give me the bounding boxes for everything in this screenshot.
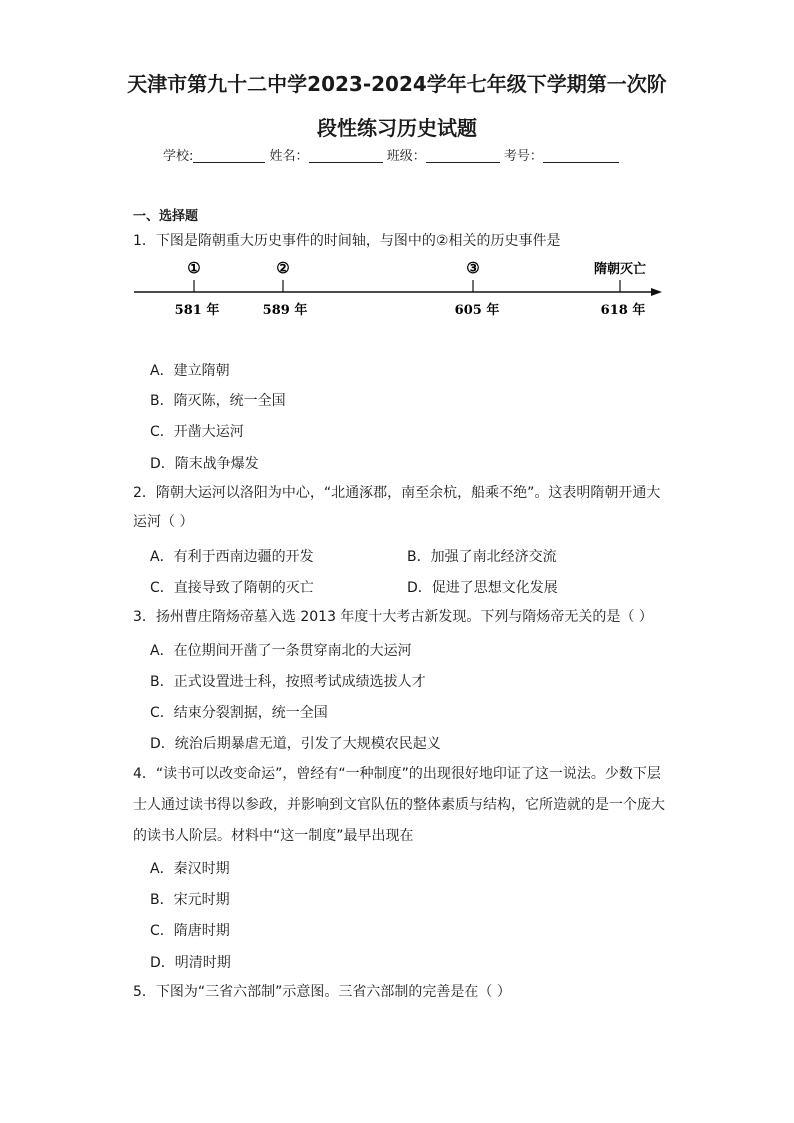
exam-title-line-1: 天津市第九十二中学2023-2024学年七年级下学期第一次阶 (127, 72, 667, 96)
q2-option-c[interactable]: C．直接导致了隋朝的灭亡 (150, 580, 314, 596)
section-heading: 一、选择题 (133, 209, 199, 224)
sui-timeline (130, 258, 670, 322)
exam-no-blank[interactable] (543, 148, 619, 163)
q4-option-c[interactable]: C．隋唐时期 (150, 923, 230, 939)
timeline-marker-4: 隋朝灭亡 (593, 262, 647, 277)
exam-title-line-2: 段性练习历史试题 (317, 116, 477, 140)
q1-option-a[interactable]: A．建立隋朝 (150, 363, 230, 379)
school-label: 学校: (163, 149, 194, 164)
question-1-stem: 1．下图是隋朝重大历史事件的时间轴，与图中的②相关的历史事件是 (133, 233, 561, 249)
timeline-marker-3: ③ (466, 259, 480, 277)
timeline-year-3: 605 年 (454, 303, 500, 318)
q3-option-b[interactable]: B．正式设置进士科，按照考试成绩选拔人才 (150, 674, 426, 690)
student-info-row (163, 145, 619, 164)
timeline-marker-2: ② (276, 259, 290, 277)
question-4-stem-line-3: 的读书人阶层。材料中“这一制度”最早出现在 (133, 828, 414, 844)
q1-option-c[interactable]: C．开凿大运河 (150, 424, 244, 440)
q4-option-d[interactable]: D．明清时期 (150, 955, 231, 971)
school-blank[interactable] (193, 148, 265, 163)
timeline-year-2: 589 年 (262, 303, 308, 318)
exam-no-label: 考号： (503, 149, 543, 164)
q3-option-c[interactable]: C．结束分裂割据，统一全国 (150, 705, 328, 721)
class-blank[interactable] (426, 148, 500, 163)
question-4-stem-line-1: 4．“读书可以改变命运”，曾经有“一种制度”的出现很好地印证了这一说法。少数下层 (133, 766, 661, 782)
timeline-arrow-icon (651, 288, 662, 296)
q1-option-d[interactable]: D．隋末战争爆发 (150, 456, 259, 472)
name-blank[interactable] (309, 148, 383, 163)
q1-option-b[interactable]: B．隋灭陈，统一全国 (150, 393, 286, 409)
question-3-stem: 3．扬州曹庄隋炀帝墓入选 2013 年度十大考古新发现。下列与隋炀帝无关的是（ ） (133, 609, 653, 625)
question-2-stem-line-2: 运河（ ） (133, 514, 194, 530)
question-5-stem: 5．下图为“三省六部制”示意图。三省六部制的完善是在（ ） (133, 984, 511, 1000)
q2-option-d[interactable]: D．促进了思想文化发展 (407, 580, 558, 596)
q3-option-d[interactable]: D．统治后期暴虐无道，引发了大规模农民起义 (150, 736, 441, 752)
timeline-year-4: 618 年 (600, 303, 646, 318)
question-4-stem-line-2: 士人通过读书得以参政，并影响到文官队伍的整体素质与结构，它所造就的是一个庞大 (133, 797, 665, 813)
timeline-year-1: 581 年 (174, 303, 220, 318)
q4-option-a[interactable]: A．秦汉时期 (150, 861, 230, 877)
timeline-marker-1: ① (187, 259, 201, 277)
name-label: 姓名： (269, 149, 309, 164)
question-2-stem-line-1: 2．隋朝大运河以洛阳为中心，“北通涿郡，南至余杭，船乘不绝”。这表明隋朝开通大 (133, 485, 661, 501)
q2-option-b[interactable]: B．加强了南北经济交流 (407, 549, 557, 565)
class-label: 班级： (386, 149, 426, 164)
q2-option-a[interactable]: A．有利于西南边疆的开发 (150, 549, 314, 565)
q4-option-b[interactable]: B．宋元时期 (150, 892, 230, 908)
q3-option-a[interactable]: A．在位期间开凿了一条贯穿南北的大运河 (150, 643, 412, 659)
